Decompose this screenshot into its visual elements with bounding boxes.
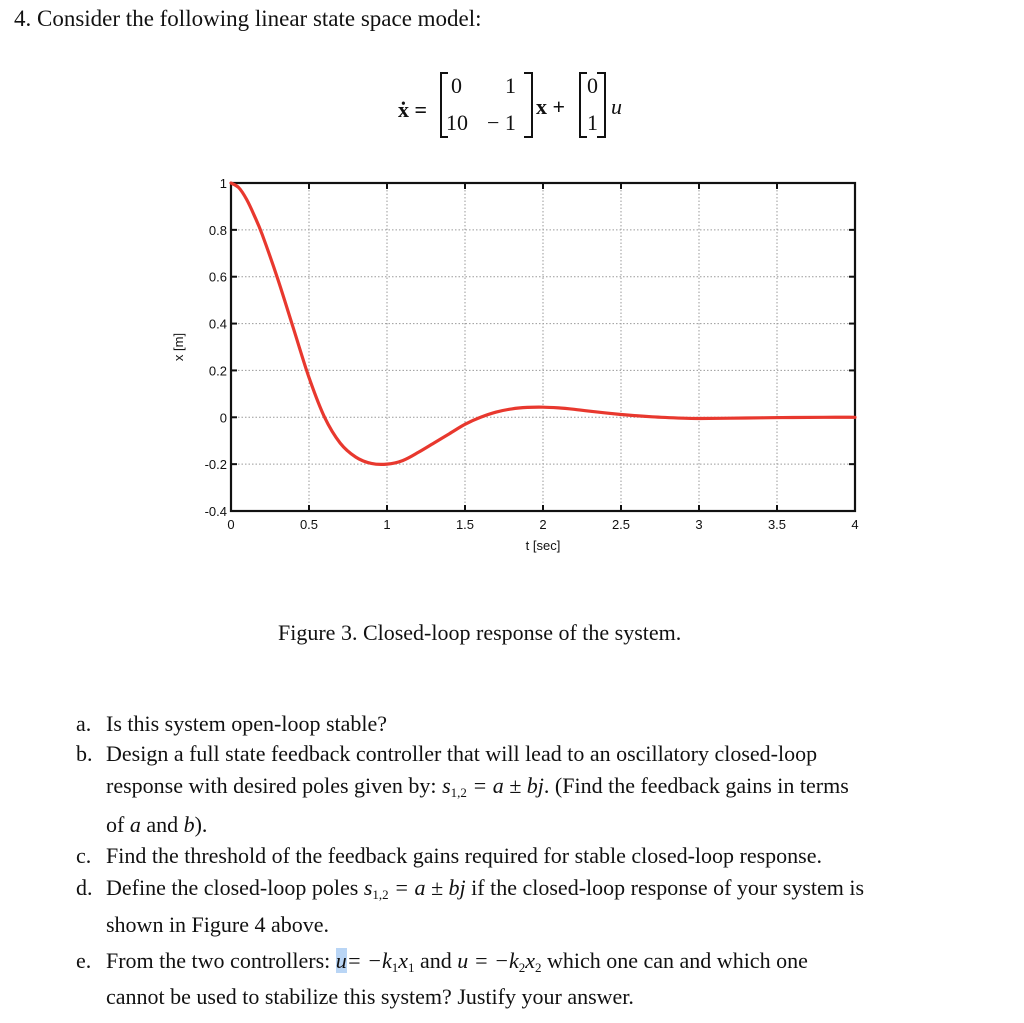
question-b-label: b. <box>76 741 93 766</box>
y-tick-label: 1 <box>219 176 227 191</box>
y-axis-label: x [m] <box>171 332 186 362</box>
question-b-line3 <box>106 812 207 838</box>
y-tick-label: 0.4 <box>208 316 227 332</box>
question-e-label: e. <box>76 948 92 973</box>
question-c-label: c. <box>76 843 92 868</box>
question-b-line2 <box>106 773 849 801</box>
question-a <box>76 711 387 737</box>
question-d-line2: shown in Figure 4 above. <box>106 912 330 937</box>
question-b-b: b <box>183 812 195 837</box>
question-e-u-highlight[interactable]: u <box>335 948 347 973</box>
x-tick-labels <box>227 517 858 532</box>
x-tick-label: 1.5 <box>455 517 475 532</box>
question-e <box>76 948 808 976</box>
question-c-text: Find the threshold of the feedback gains required for stable closed-loop response. <box>106 843 823 868</box>
question-e-c1sub: 1 <box>391 960 399 975</box>
question-e-and: and <box>419 948 452 973</box>
equation-input: u <box>611 94 622 119</box>
question-e-c1a: = −k <box>346 948 392 973</box>
matrix-a-10: 10 <box>446 110 468 135</box>
y-tick-label: 0 <box>219 410 227 426</box>
question-b-line2a: response with desired poles given by: <box>106 773 437 798</box>
question-b-line3b: ). <box>194 812 208 837</box>
question-e-c2sub2: 2 <box>534 960 542 975</box>
y-tick-label: 0.8 <box>208 222 227 238</box>
question-d <box>76 875 864 903</box>
y-tick-label: -0.4 <box>204 504 227 519</box>
question-b-line1: Design a full state feedback controller that will lead to an oscillatory closed-loop <box>106 741 818 766</box>
question-d-label: d. <box>76 875 93 900</box>
question-c <box>76 843 822 869</box>
question-d-sub: 1,2 <box>372 887 389 902</box>
question-d-s: s <box>363 875 373 900</box>
question-b-line2b: . (Find the feedback gains in terms <box>543 773 849 798</box>
question-a-text: Is this system open-loop stable? <box>106 711 388 736</box>
x-tick-label: 2 <box>539 517 547 532</box>
matrix-b-1: 1 <box>587 110 598 135</box>
y-tick-label: -0.2 <box>204 457 227 473</box>
question-e-post: which one can and which one <box>546 948 808 973</box>
matrix-a-11: − 1 <box>487 110 516 135</box>
question-e-c2sub: 2 <box>518 960 526 975</box>
question-e-line2: cannot be used to stabilize this system? Justify your answer. <box>106 984 634 1009</box>
question-b-and: and <box>146 812 179 837</box>
question-b-s: s <box>442 773 451 798</box>
y-tick-label: 0.6 <box>208 269 227 285</box>
question-e-c2a: u = −k <box>457 948 519 973</box>
question-d-poles: = a ± bj <box>394 875 466 900</box>
figure-caption: Figure 3. Closed-loop response of the system. <box>278 620 682 645</box>
x-tick-label: 2.5 <box>611 517 631 532</box>
question-b-sub: 1,2 <box>450 785 467 800</box>
question-a-label: a. <box>76 711 92 736</box>
equation-mid: x + <box>536 94 566 119</box>
question-e-c2b: x <box>525 948 535 973</box>
x-tick-label: 0 <box>227 517 235 532</box>
chart-grid <box>231 183 855 511</box>
matrix-a-01: 1 <box>505 73 516 98</box>
x-axis-label: t [sec] <box>525 538 561 553</box>
question-d-pre: Define the closed-loop poles <box>106 875 359 900</box>
x-tick-label: 3 <box>695 517 703 532</box>
x-tick-label: 1 <box>383 517 391 532</box>
problem-heading: 4. Consider the following linear state space model: <box>14 6 482 31</box>
x-tick-label: 0.5 <box>299 517 319 532</box>
question-e-pre: From the two controllers: <box>106 948 331 973</box>
question-b-poles: = a ± bj <box>472 773 544 798</box>
question-e-c1b: x <box>398 948 408 973</box>
x-tick-label: 3.5 <box>767 517 787 532</box>
matrix-a-00: 0 <box>451 73 462 98</box>
question-b <box>76 741 817 767</box>
question-b-of: of <box>106 812 125 837</box>
y-tick-label: 0.2 <box>208 363 227 379</box>
question-b-a: a <box>129 812 141 837</box>
equation-lhs: ẋ = <box>398 97 428 122</box>
question-d-post: if the closed-loop response of your system is <box>471 875 865 900</box>
y-tick-labels <box>205 176 227 519</box>
question-e-c1sub2: 1 <box>407 960 415 975</box>
matrix-b-0: 0 <box>587 73 598 98</box>
x-tick-label: 4 <box>851 517 859 532</box>
